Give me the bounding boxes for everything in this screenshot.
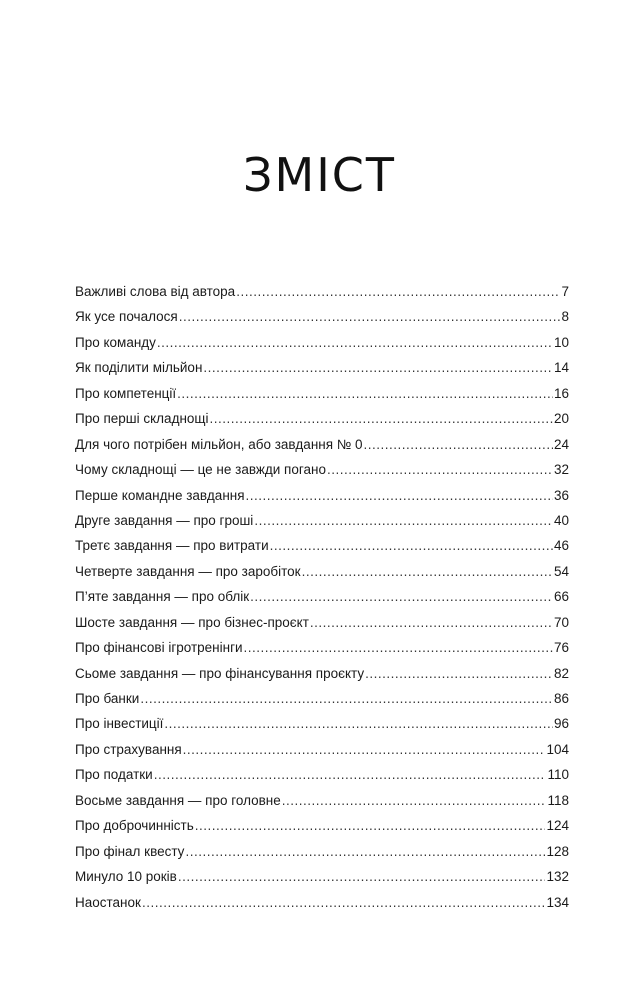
page-title: ЗМІСТ [243, 148, 396, 202]
toc-entry-page: 54 [553, 563, 569, 579]
toc-entry-page: 128 [546, 843, 569, 859]
toc-entry [75, 818, 569, 843]
dot-leader [210, 411, 553, 426]
toc-entry-title: Минуло 10 років [75, 869, 177, 885]
dot-leader [179, 309, 561, 324]
toc-entry [75, 895, 569, 920]
toc-entry-page: 118 [547, 792, 569, 808]
toc-entry [75, 360, 569, 385]
dot-leader [185, 844, 545, 859]
toc-entry-page: 14 [553, 360, 569, 376]
toc-entry-page: 24 [553, 436, 569, 452]
toc-entry [75, 716, 569, 741]
toc-entry [75, 844, 569, 869]
toc-entry-page: 96 [553, 716, 569, 732]
dot-leader [183, 742, 546, 757]
toc-entry-title: Друге завдання — про гроші [75, 512, 254, 528]
dot-leader [177, 386, 553, 401]
dot-leader [282, 793, 547, 808]
toc-entry [75, 666, 569, 691]
dot-leader [164, 716, 553, 731]
dot-leader [302, 564, 553, 579]
toc-entry [75, 437, 569, 462]
toc-entry [75, 538, 569, 563]
dot-leader [195, 818, 546, 833]
dot-leader [250, 589, 553, 604]
toc-entry [75, 869, 569, 894]
toc-entry-page: 104 [546, 741, 569, 757]
dot-leader [244, 640, 553, 655]
dot-leader [203, 360, 553, 375]
toc-entry-title: Як усе почалося [75, 309, 178, 325]
toc-entry [75, 564, 569, 589]
toc-entry [75, 284, 569, 309]
toc-entry-title: Про доброчинність [75, 818, 194, 834]
toc-entry-title: Про страхування [75, 741, 182, 757]
toc-entry-title: Восьме завдання — про головне [75, 792, 281, 808]
toc-entry-page: 7 [561, 284, 569, 299]
dot-leader [270, 538, 553, 553]
toc-entry-title: Чому складнощі — це не завжди погано [75, 462, 326, 478]
toc-entry [75, 691, 569, 716]
toc-entry-title: Сьоме завдання — про фінансування проєкту [75, 665, 365, 681]
toc-entry-page: 8 [561, 309, 569, 325]
toc-entry-title: Про банки [75, 691, 140, 706]
toc-entry [75, 589, 569, 614]
toc-entry [75, 309, 569, 334]
dot-leader [310, 615, 553, 630]
dot-leader [365, 666, 553, 681]
toc-entry-page: 66 [553, 589, 569, 605]
toc-entry-title: Про фінал квесту [75, 843, 185, 859]
dot-leader [157, 335, 553, 350]
toc-entry-title: П’яте завдання — про облік [75, 589, 250, 605]
toc-entry-title: Наостанок [75, 894, 141, 910]
toc-entry [75, 767, 569, 792]
dot-leader [142, 895, 546, 910]
toc-entry [75, 793, 569, 818]
toc-entry-page: 36 [553, 487, 569, 503]
dot-leader [364, 437, 553, 452]
toc-entry [75, 335, 569, 360]
toc-entry-page: 32 [553, 462, 569, 478]
toc-entry [75, 640, 569, 665]
toc-entry-title: Про перші складнощі [75, 411, 209, 427]
toc-entry-page: 86 [553, 691, 569, 706]
dot-leader [246, 488, 553, 503]
table-of-contents [75, 284, 569, 920]
toc-entry-page: 16 [553, 385, 569, 401]
toc-entry-page: 70 [553, 614, 569, 630]
toc-entry [75, 488, 569, 513]
toc-entry-page: 40 [553, 512, 569, 528]
toc-entry-title: Про інвестиції [75, 716, 164, 732]
toc-entry-title: Шосте завдання — про бізнес-проєкт [75, 614, 309, 630]
toc-entry [75, 386, 569, 411]
toc-entry [75, 742, 569, 767]
toc-entry-page: 124 [546, 818, 569, 834]
toc-entry [75, 462, 569, 487]
toc-entry-title: Про команду [75, 334, 156, 350]
toc-entry-title: Про компетенції [75, 385, 177, 401]
toc-entry-title: Для чого потрібен мільйон, або завдання № 0 [75, 436, 363, 452]
toc-entry [75, 411, 569, 436]
toc-entry-page: 82 [553, 665, 569, 681]
dot-leader [236, 284, 560, 299]
dot-leader [178, 869, 546, 884]
toc-entry-page: 46 [553, 538, 569, 554]
toc-entry [75, 513, 569, 538]
dot-leader [327, 462, 553, 477]
toc-entry [75, 615, 569, 640]
toc-entry-page: 132 [546, 869, 569, 885]
toc-entry-title: Четверте завдання — про заробіток [75, 563, 301, 579]
toc-entry-title: Про фінансові ігротренінги [75, 640, 243, 656]
toc-entry-title: Важливі слова від автора [75, 284, 236, 299]
toc-entry-page: 10 [553, 334, 569, 350]
dot-leader [254, 513, 553, 528]
dot-leader [140, 691, 553, 706]
toc-entry-page: 20 [553, 411, 569, 427]
toc-entry-page: 134 [546, 894, 569, 910]
toc-entry-page: 76 [553, 640, 569, 656]
toc-entry-title: Перше командне завдання [75, 487, 245, 503]
toc-entry-title: Як поділити мільйон [75, 360, 203, 376]
toc-entry-page: 110 [547, 767, 569, 783]
toc-entry-title: Третє завдання — про витрати [75, 538, 269, 554]
dot-leader [154, 767, 547, 782]
toc-entry-title: Про податки [75, 767, 153, 783]
